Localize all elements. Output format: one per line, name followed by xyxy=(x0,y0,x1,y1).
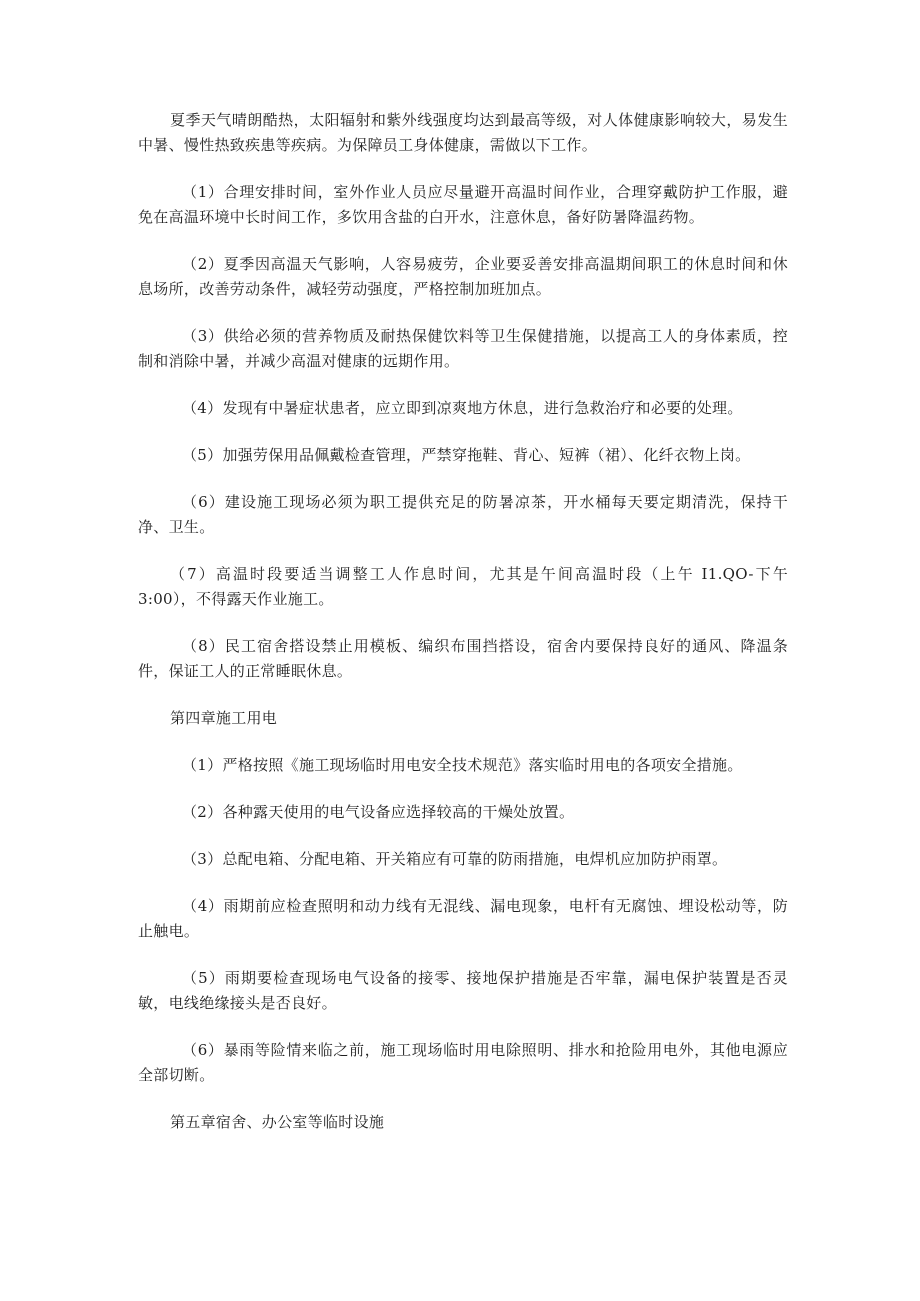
summer-item-4: （4）发现有中暑症状患者，应立即到凉爽地方休息，进行急救治疗和必要的处理。 xyxy=(182,399,743,417)
chapter-4-list xyxy=(138,753,788,1088)
chapter-5-heading: 第五章宿舍、办公室等临时设施 xyxy=(170,1113,385,1131)
chapter-4-item-4: （4）雨期前应检查照明和动力线有无混线、漏电现象，电杆有无腐蚀、埋设松动等，防止触电。 xyxy=(138,897,788,940)
summer-item-6: （6）建设施工现场必须为职工提供充足的防暑凉茶，开水桶每天要定期清洗，保持干净、卫生。 xyxy=(138,493,788,536)
summer-item-7: （7）高温时段要适当调整工人作息时间，尤其是午间高温时段（上午 I1.QO-下午 3:00），不得露天作业施工。 xyxy=(138,565,788,608)
summer-item-5: （5）加强劳保用品佩戴检查管理，严禁穿拖鞋、背心、短裤（裙）、化纤衣物上岗。 xyxy=(182,446,751,464)
summer-item-3: （3）供给必须的营养物质及耐热保健饮料等卫生保健措施，以提高工人的身体素质，控制和消除中暑，并减少高温对健康的远期作用。 xyxy=(138,327,788,370)
summer-item-1: （1）合理安排时间，室外作业人员应尽量避开高温时间作业，合理穿戴防护工作服，避免在高温环境中长时间工作，多饮用含盐的白开水，注意休息，备好防暑降温药物。 xyxy=(138,183,788,226)
chapter-4-item-3: （3）总配电箱、分配电箱、开关箱应有可靠的防雨措施，电焊机应加防护雨罩。 xyxy=(182,850,728,868)
document-body xyxy=(138,108,788,1157)
summer-item-2: （2）夏季因高温天气影响，人容易疲劳，企业要妥善安排高温期间职工的休息时间和休息场所，改善劳动条件，减轻劳动强度，严格控制加班加点。 xyxy=(138,255,788,298)
chapter-4-item-2: （2）各种露天使用的电气设备应选择较高的干燥处放置。 xyxy=(182,803,575,821)
intro-paragraph: 夏季天气晴朗酷热，太阳辐射和紫外线强度均达到最高等级，对人体健康影响较大，易发生中暑、慢性热致疾患等疾病。为保障员工身体健康，需做以下工作。 xyxy=(138,111,788,154)
chapter-4-item-5: （5）雨期要检查现场电气设备的接零、接地保护措施是否牢靠，漏电保护装置是否灵敏，电线绝缘接头是否良好。 xyxy=(138,969,788,1012)
summer-measures-list xyxy=(138,180,788,684)
summer-item-8: （8）民工宿舍搭设禁止用模板、编织布围挡搭设，宿舍内要保持良好的通风、降温条件，保证工人的正常睡眠休息。 xyxy=(138,637,788,680)
chapter-4-heading: 第四章施工用电 xyxy=(170,709,278,727)
chapter-4-item-1: （1）严格按照《施工现场临时用电安全技术规范》落实临时用电的各项安全措施。 xyxy=(182,756,743,774)
chapter-4-item-6: （6）暴雨等险情来临之前，施工现场临时用电除照明、排水和抢险用电外，其他电源应全部切断。 xyxy=(138,1041,788,1084)
